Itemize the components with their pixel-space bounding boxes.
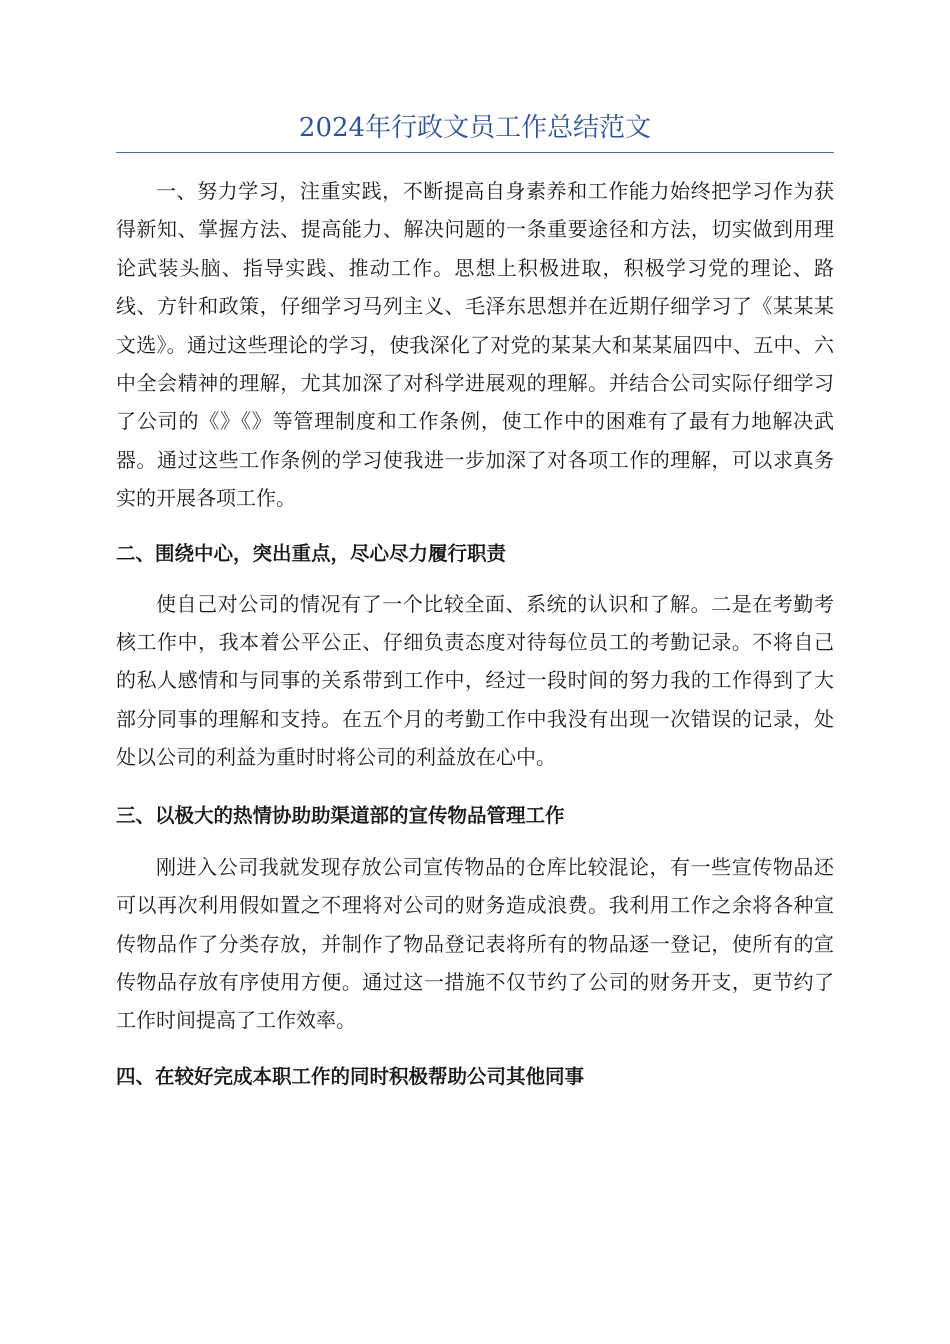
section-heading-3: 三、以极大的热情协助助渠道部的宣传物品管理工作 bbox=[116, 803, 565, 827]
document-title: 2024年行政文员工作总结范文 bbox=[116, 108, 834, 153]
paragraph-section-2: 使自己对公司的情况有了一个比较全面、系统的认识和了解。二是在考勤考核工作中，我本着公平公正、仔细负责态度对待每位员工的考勤记录。不将自己的私人感情和与同事的关系带到工作中，经过一段时间的努力我的工作得到了大部分同事的理解和支持。在五个月的考勤工作中我没有出现一次错误的记录，处处以公司的利益为重时时将公司的利益放在心中。 bbox=[116, 591, 834, 770]
paragraph-section-1: 一、努力学习，注重实践，不断提高自身素养和工作能力始终把学习作为获得新知、掌握方法、提高能力、解决问题的一条重要途径和方法，切实做到用理论武装头脑、指导实践、推动工作。思想上积极进取，积极学习党的理论、路线、方针和政策，仔细学习马列主义、毛泽东思想并在近期仔细学习了《某某某文选》。通过这些理论的学习，使我深化了对党的某某大和某某届四中、五中、六中全会精神的理解，尤其加深了对科学进展观的理解。并结合公司实际仔细学习了公司的《》《》等管理制度和工作条例，使工作中的困难有了最有力地解决武器。通过这些工作条例的学习使我进一步加深了对各项工作的理解，可以求真务实的开展各项工作。 bbox=[116, 179, 834, 511]
document-page bbox=[116, 108, 834, 1096]
section-heading-2: 二、围绕中心，突出重点，尽心尽力履行职责 bbox=[116, 541, 507, 565]
section-heading-4: 四、在较好完成本职工作的同时积极帮助公司其他同事 bbox=[116, 1064, 585, 1088]
paragraph-section-3: 刚进入公司我就发现存放公司宣传物品的仓库比较混论，有一些宣传物品还可以再次利用假如置之不理将对公司的财务造成浪费。我利用工作之余将各种宣传物品作了分类存放，并制作了物品登记表将所有的物品逐一登记，使所有的宣传物品存放有序使用方便。通过这一措施不仅节约了公司的财务开支，更节约了工作时间提高了工作效率。 bbox=[116, 854, 834, 1033]
